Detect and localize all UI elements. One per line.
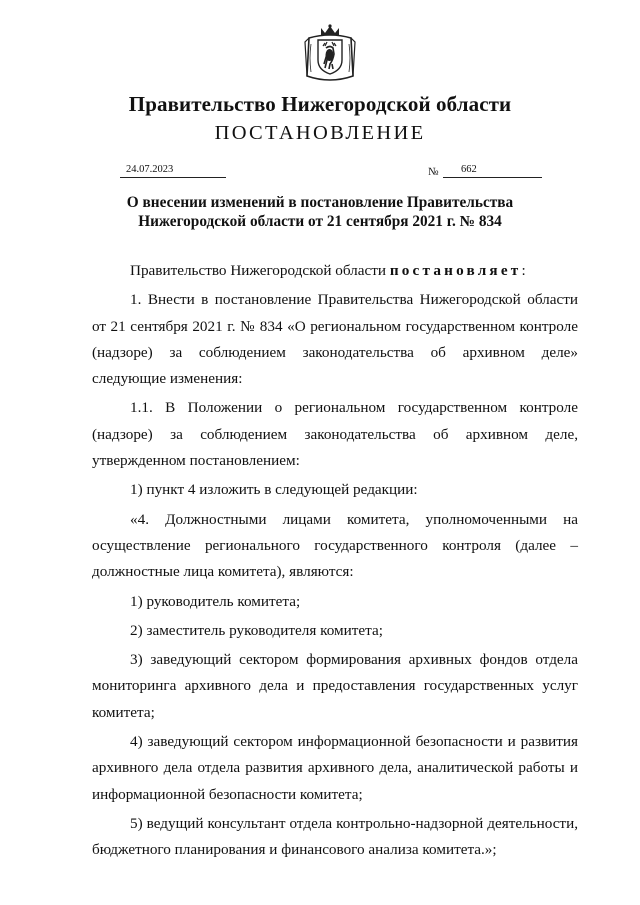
- document-number: 662: [443, 163, 542, 178]
- government-title: Правительство Нижегородской области: [128, 92, 512, 116]
- document-date: 24.07.2023: [120, 163, 226, 178]
- document-body: [92, 258, 578, 864]
- official-4: 4) заведующий сектором информационной безопасности и развития архивного дела отдела развития архивного дела, аналитической работы и информационной безопасности комитета;: [92, 733, 578, 803]
- item-1: 1) пункт 4 изложить в следующей редакции:: [130, 481, 418, 499]
- document-subject: [90, 193, 550, 231]
- subject-line-1: О внесении изменений в постановление Правительства: [126, 194, 514, 211]
- official-5: 5) ведущий консультант отдела контрольно-надзорной деятельности, бюджетного планирования и финансового анализа комитета.»;: [92, 814, 578, 859]
- intro-verb: постановляет: [389, 262, 522, 279]
- intro-paragraph: [92, 258, 578, 284]
- subject-line-2: Нижегородской области от 21 сентября 2021 г. № 834: [138, 213, 502, 230]
- official-3: 3) заведующий сектором формирования архивных фондов отдела мониторинга архивного дела и предоставления государственных услуг комитета;: [92, 651, 578, 721]
- official-1: 1) руководитель комитета;: [130, 592, 301, 610]
- paragraph-1: 1. Внести в постановление Правительства Нижегородской области от 21 сентября 2021 г. № 834 «О региональном государственном контроле (надзоре) за соблюдением законодательства об архивном деле» следующие изменения:: [92, 291, 578, 388]
- paragraph-1-1: 1.1. В Положении о региональном государственном контроле (надзоре) за соблюдением законодательства об архивном деле, утвержденном постановлением:: [92, 399, 578, 470]
- official-2: 2) заместитель руководителя комитета;: [130, 621, 383, 639]
- document-type: ПОСТАНОВЛЕНИЕ: [214, 122, 426, 144]
- intro-suffix: :: [521, 262, 526, 279]
- number-label: №: [428, 166, 439, 178]
- intro-prefix: Правительство Нижегородской области: [130, 262, 390, 279]
- item-4-text: «4. Должностными лицами комитета, уполномоченными на осуществление регионального государственного контроля (далее – должностные лица комитета), являются:: [92, 510, 578, 581]
- coat-of-arms-icon: [303, 24, 357, 82]
